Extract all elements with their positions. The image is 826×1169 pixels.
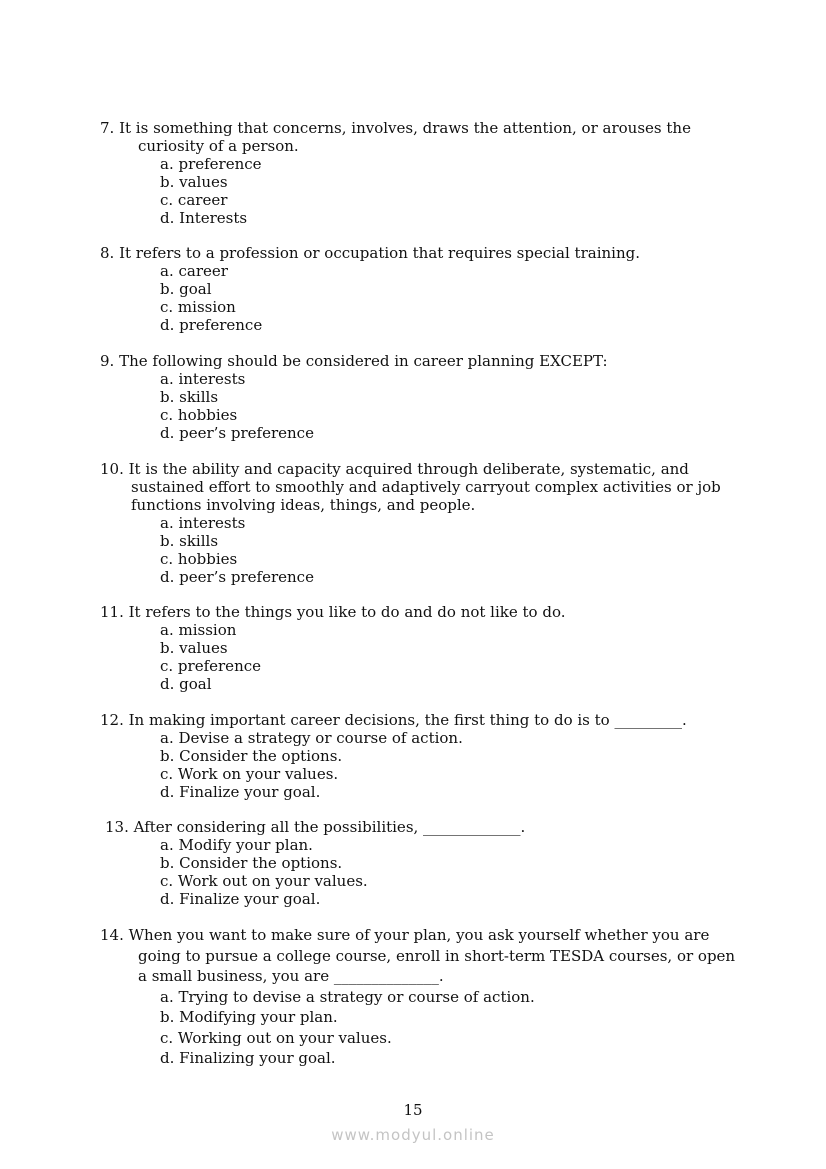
question-10-stem-line-3: functions involving ideas, things, and people. (131, 496, 476, 514)
question-9 (100, 352, 608, 442)
question-13-option-a: a. Modify your plan. (160, 836, 313, 854)
question-9-option-c: c. hobbies (160, 406, 238, 424)
question-11-option-b: b. values (160, 639, 228, 657)
question-11-option-d: d. goal (160, 675, 212, 693)
question-13-option-b: b. Consider the options. (160, 854, 343, 872)
question-13 (105, 818, 525, 908)
question-7-option-c: c. career (160, 191, 228, 209)
watermark: www.modyul.online (331, 1126, 495, 1144)
question-14-option-d: d. Finalizing your goal. (160, 1049, 336, 1067)
question-8-option-b: b. goal (160, 280, 212, 298)
question-10 (100, 460, 721, 586)
question-11-option-a: a. mission (160, 621, 237, 639)
question-8-option-c: c. mission (160, 298, 236, 316)
question-12-option-c: c. Work on your values. (160, 765, 339, 783)
question-9-option-b: b. skills (160, 388, 219, 406)
question-7-option-d: d. Interests (160, 209, 248, 227)
question-8 (100, 244, 640, 334)
question-14-stem-line-3: a small business, you are ______________. (138, 967, 444, 985)
question-9-option-d: d. peer’s preference (160, 424, 314, 442)
question-7-stem-line-1: 7. It is something that concerns, involves, draws the attention, or arouses the (100, 119, 691, 137)
question-14-stem-line-2: going to pursue a college course, enroll in short-term TESDA courses, or open (138, 946, 736, 965)
question-8-option-d: d. preference (160, 316, 263, 334)
question-14 (100, 925, 735, 1069)
question-11-stem-line-1: 11. It refers to the things you like to do and do not like to do. (100, 603, 566, 621)
question-10-option-a: a. interests (160, 514, 246, 532)
question-7-option-a: a. preference (160, 155, 262, 173)
question-9-stem-line-1: 9. The following should be considered in career planning EXCEPT: (100, 352, 608, 370)
question-8-option-a: a. career (160, 262, 228, 280)
question-12-option-b: b. Consider the options. (160, 747, 343, 765)
question-12-option-d: d. Finalize your goal. (160, 783, 321, 801)
question-14-option-b: b. Modifying your plan. (160, 1008, 338, 1026)
question-8-stem-line-1: 8. It refers to a profession or occupation that requires special training. (100, 244, 640, 262)
question-13-option-c: c. Work out on your values. (160, 872, 368, 890)
question-14-stem-line-1: 14. When you want to make sure of your plan, you ask yourself whether you are (100, 926, 710, 944)
question-9-option-a: a. interests (160, 370, 246, 388)
question-12 (100, 711, 687, 801)
question-11 (100, 603, 565, 693)
question-7-stem-line-2: curiosity of a person. (138, 137, 299, 155)
question-14-option-c: c. Working out on your values. (160, 1028, 392, 1047)
question-10-option-d: d. peer’s preference (160, 568, 314, 586)
question-10-stem-line-1: 10. It is the ability and capacity acquired through deliberate, systematic, and (100, 460, 689, 478)
question-10-option-c: c. hobbies (160, 550, 238, 568)
question-11-option-c: c. preference (160, 657, 262, 675)
question-7 (100, 119, 691, 227)
page-number: 15 (403, 1101, 423, 1119)
question-13-option-d: d. Finalize your goal. (160, 890, 321, 908)
question-10-option-b: b. skills (160, 532, 219, 550)
question-10-stem-line-2: sustained effort to smoothly and adaptively carryout complex activities or job (131, 478, 721, 496)
question-12-stem-line-1: 12. In making important career decisions, the first thing to do is to _________. (100, 711, 687, 729)
question-7-option-b: b. values (160, 173, 228, 191)
question-12-option-a: a. Devise a strategy or course of action. (160, 729, 463, 747)
question-14-option-a: a. Trying to devise a strategy or course of action. (160, 987, 535, 1006)
question-13-stem-line-1: 13. After considering all the possibilities, _____________. (105, 818, 526, 836)
